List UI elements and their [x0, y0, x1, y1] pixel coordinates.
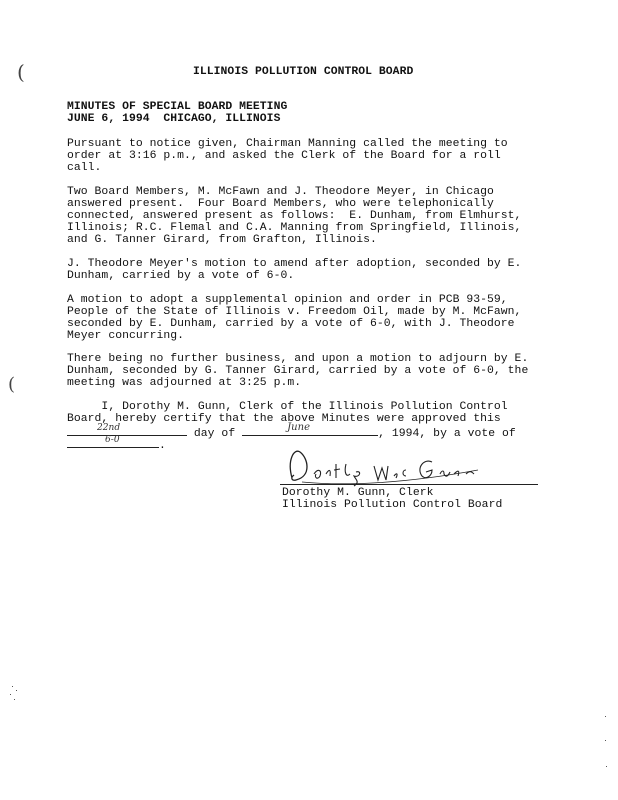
certification-line: I, Dorothy M. Gunn, Clerk of the Illinois Pollution Control — [67, 401, 508, 413]
margin-mark-top: ( — [17, 60, 25, 84]
scan-speckle — [605, 716, 606, 717]
handwritten-signature — [282, 440, 492, 490]
scan-speckle — [606, 766, 607, 767]
certification-line — [67, 437, 166, 452]
scan-speckle — [16, 690, 17, 691]
day-of-label: day of — [187, 428, 243, 440]
paragraph-line: Dunham, carried by a vote of 6-0. — [67, 270, 295, 282]
meeting-date-location: JUNE 6, 1994 CHICAGO, ILLINOIS — [67, 113, 281, 125]
vote-period: . — [159, 440, 166, 452]
paragraph-line: order at 3:16 p.m., and asked the Clerk of the Board for a roll — [67, 150, 501, 162]
day-blank — [67, 425, 187, 436]
handwritten-day: 22nd — [97, 423, 121, 433]
paragraph-line: answered present. Four Board Members, who were telephonically — [67, 198, 494, 210]
paragraph-line: and G. Tanner Girard, from Grafton, Illinois. — [67, 234, 377, 246]
paragraph-line: There being no further business, and upon a motion to adjourn by E. — [67, 353, 529, 365]
page-title: ILLINOIS POLLUTION CONTROL BOARD — [193, 66, 414, 78]
signer-office: Illinois Pollution Control Board — [282, 499, 503, 511]
paragraph-line: Pursuant to notice given, Chairman Manning called the meeting to — [67, 138, 508, 150]
minutes-heading: MINUTES OF SPECIAL BOARD MEETING — [67, 101, 288, 113]
paragraph-line: meeting was adjourned at 3:25 p.m. — [67, 377, 302, 389]
scan-speckle — [14, 699, 15, 700]
certification-line: Board, hereby certify that the above Minutes were approved this — [67, 413, 501, 425]
paragraph-line: Two Board Members, M. McFawn and J. Theodore Meyer, in Chicago — [67, 186, 494, 198]
vote-blank — [67, 437, 159, 448]
month-blank — [242, 422, 378, 436]
signature-line — [280, 484, 538, 485]
paragraph-line: People of the State of Illinois v. Freedom Oil, made by M. McFawn, — [67, 306, 522, 318]
paragraph-line: connected, answered present as follows: E. Dunham, from Elmhurst, — [67, 210, 522, 222]
paragraph-line: Dunham, seconded by G. Tanner Girard, carried by a vote of 6-0, the — [67, 365, 529, 377]
year-vote-label: , 1994, by a vote of — [378, 428, 516, 440]
signer-name: Dorothy M. Gunn, Clerk — [282, 487, 434, 499]
scan-speckle — [605, 740, 606, 741]
paragraph-line: call. — [67, 162, 102, 174]
paragraph-line: Meyer concurring. — [67, 330, 185, 342]
margin-mark-middle: ( — [8, 374, 16, 395]
paragraph-line: A motion to adopt a supplemental opinion and order in PCB 93-59, — [67, 294, 508, 306]
handwritten-month: June — [287, 422, 311, 433]
scan-speckle — [12, 686, 13, 687]
paragraph-line: Illinois; R.C. Flemal and C.A. Manning from Springfield, Illinois, — [67, 222, 522, 234]
scan-speckle — [10, 694, 11, 695]
paragraph-line: seconded by E. Dunham, carried by a vote of 6-0, with J. Theodore — [67, 318, 515, 330]
paragraph-line: J. Theodore Meyer's motion to amend after adoption, seconded by E. — [67, 258, 522, 270]
handwritten-vote: 6-0 — [105, 435, 120, 445]
